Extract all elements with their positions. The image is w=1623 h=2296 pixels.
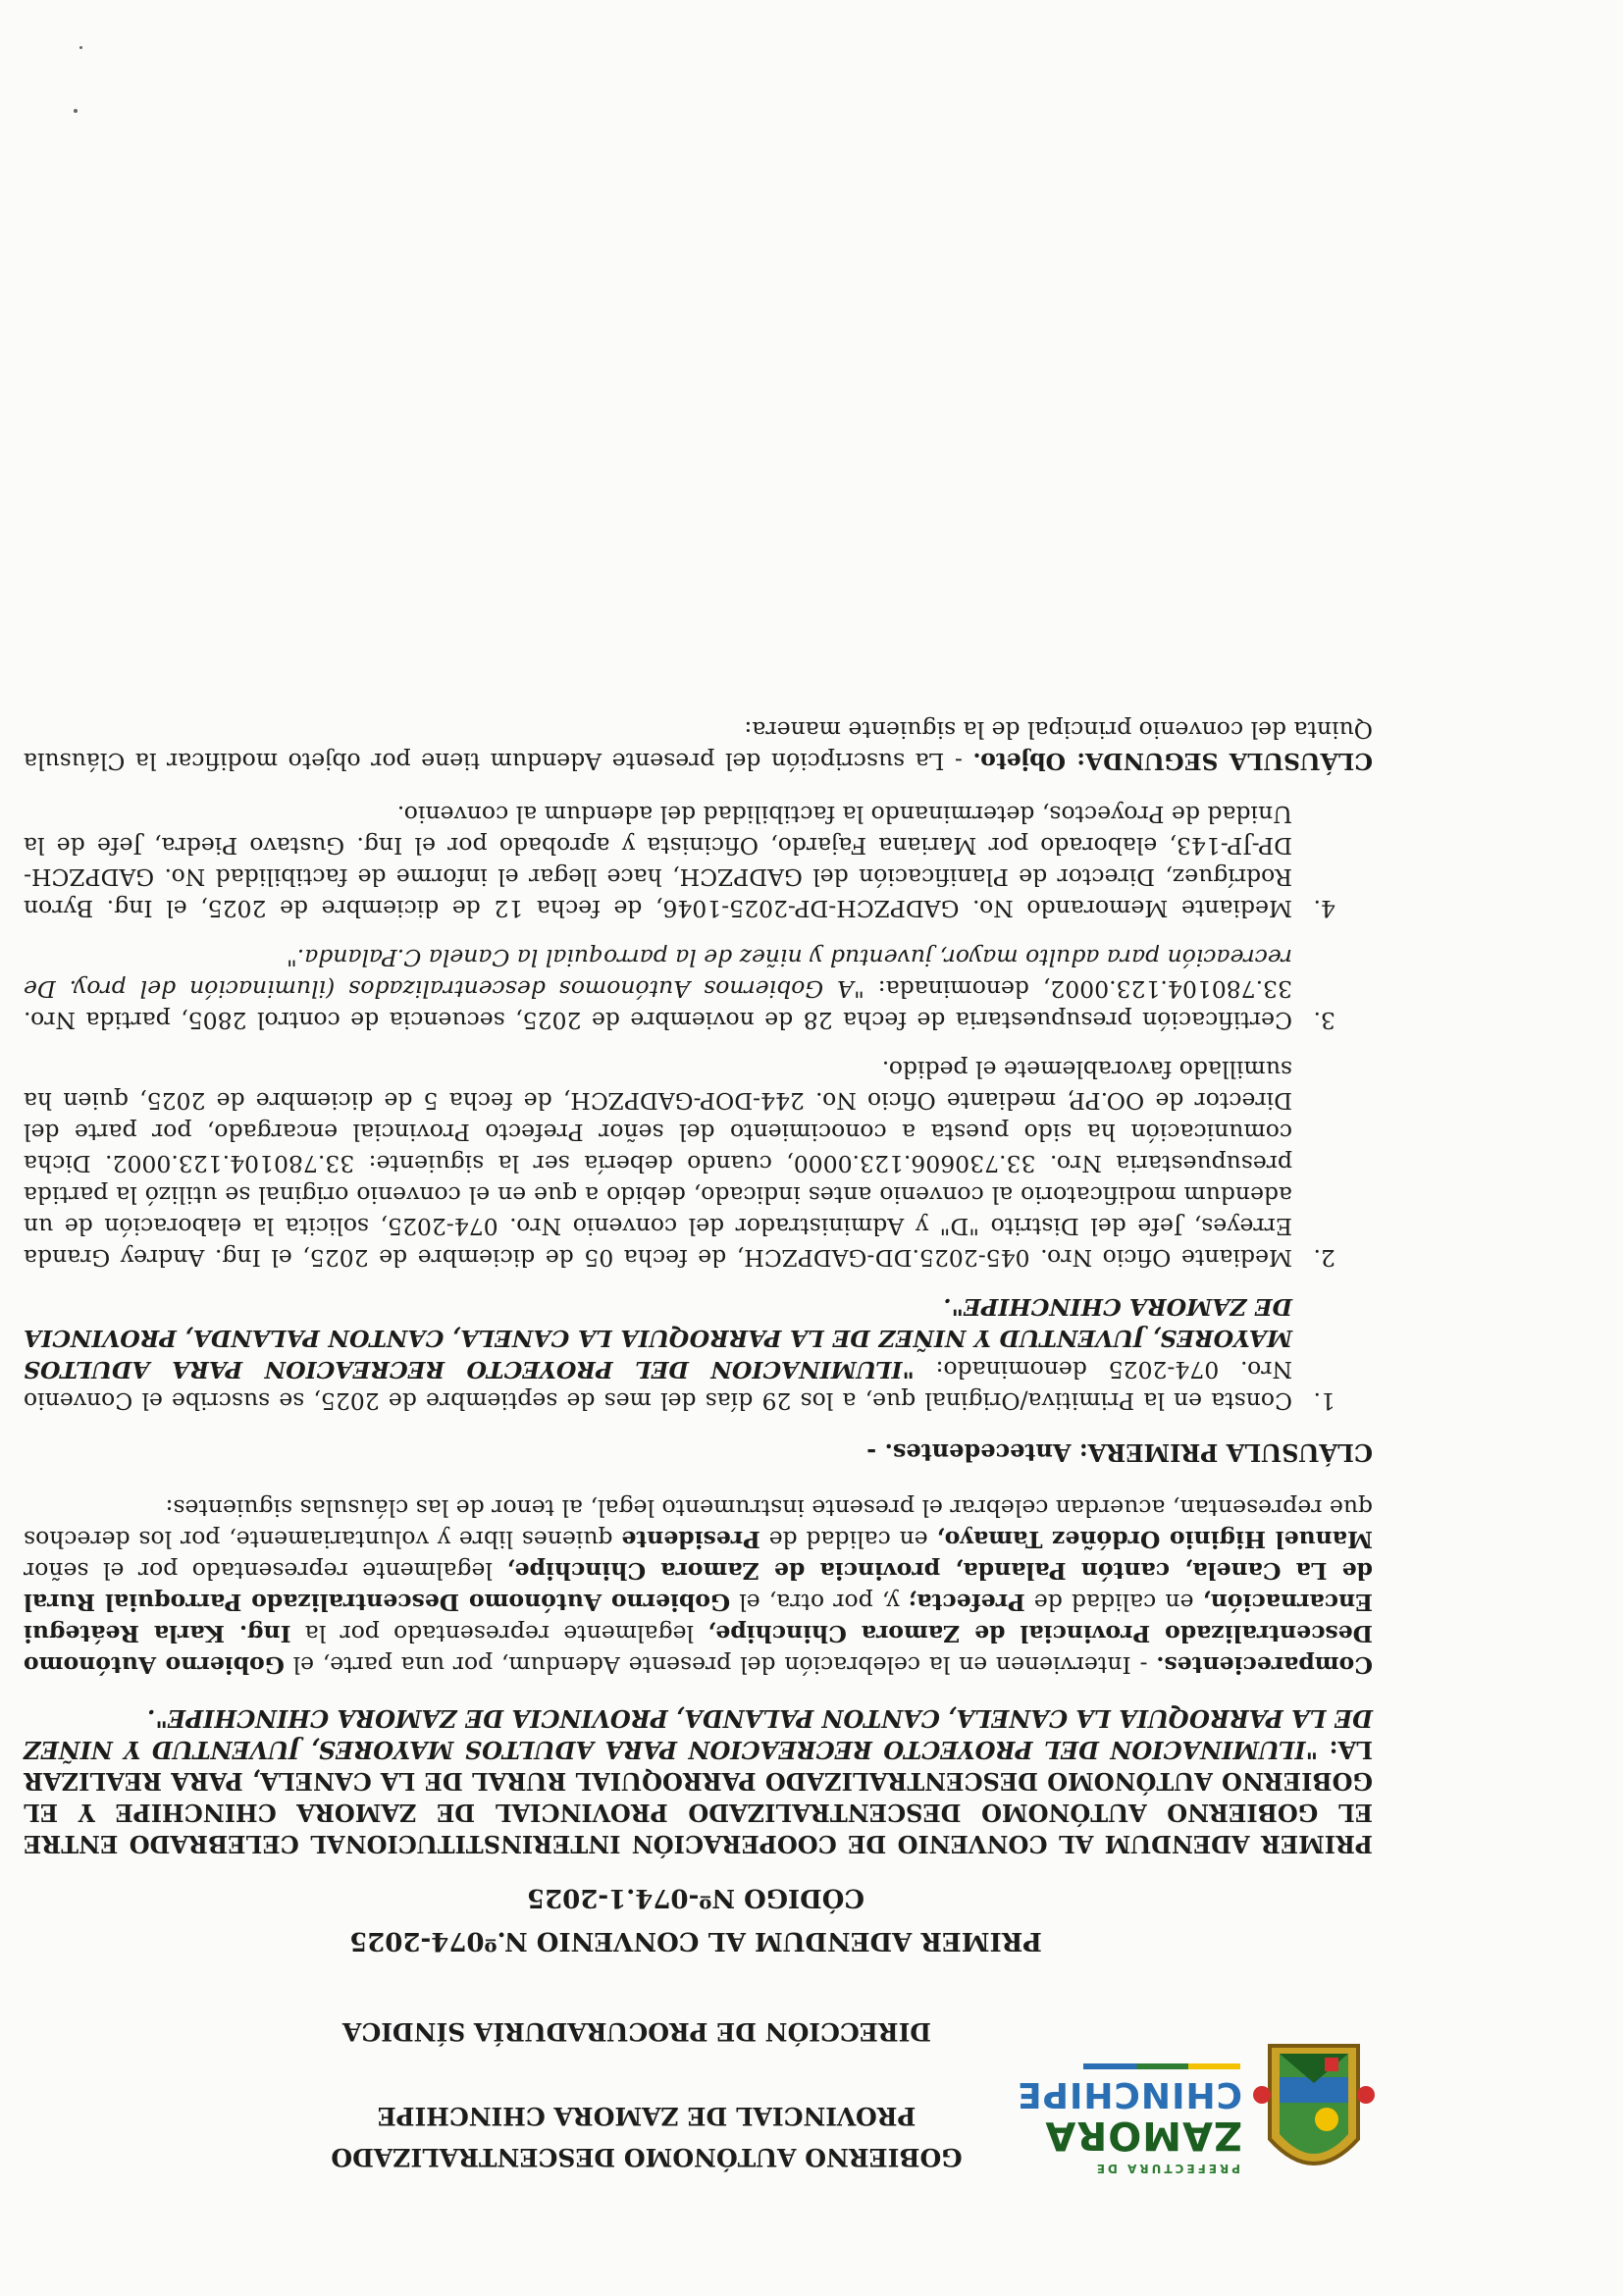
page-content: [9, 54, 1383, 2193]
comparecientes-text-1: - Intervienen en la celebración del presente Adendum, por una parte, el: [284, 1651, 1157, 1679]
comparecientes-text-3: en calidad de: [1024, 1589, 1203, 1616]
party-gad-parroquial: Gobierno Autónomo Descentralizado Parroquial Rural de La Canela, cantón Palanda, provincia de Zamora Chinchipe,: [24, 1557, 1373, 1616]
antecedente-1-text: Consta en la Primitiva/Original que, a los 29 días del mes de septiembre de 2025, se suscribe el Convenio Nro. 074-2025 denominado:: [24, 1356, 1292, 1415]
clause-2-label: CLÁUSULA SEGUNDA: Objeto.: [972, 748, 1373, 775]
scan-speck: [79, 46, 82, 49]
institution-name: [254, 2095, 1039, 2177]
comparecientes-text-7: quienes libre y voluntariamente, por los derechos que representan, acuerdan celebrar el presente instrumento legal, al tenor de las cláusulas siguientes:: [24, 1494, 1373, 1553]
party-gad-provincial: Gobierno Autónomo Descentralizado Provincial de Zamora Chinchipe,: [24, 1620, 1373, 1679]
comparecientes-paragraph: [9, 1492, 1383, 1681]
comparecientes-text-2: legalmente representado por la: [290, 1620, 708, 1647]
prefectura-logo: [1017, 2026, 1378, 2193]
presidente-role: Presidente: [621, 1526, 760, 1553]
clause-2-text: - La suscripción del presente Adendum tiene por objeto modificar la Cláusula Quinta del convenio principal de la siguiente manera:: [23, 716, 1373, 775]
clause-1-title: CLÁUSULA PRIMERA: Antecedentes. -: [866, 1438, 1373, 1467]
provincial-coat-of-arms-icon: [1250, 2031, 1378, 2193]
comparecientes-label: Comparecientes.: [1156, 1651, 1373, 1679]
subject-part-2: "ILUMINACION DEL PROYECTO RECREACION PARA ADULTOS MAYORES, JUVENTUD Y NIÑEZ DE LA PARROQUIA LA CANELA, CANTON PALANDA, PROVINCIA DE ZAMORA CHINCHIPE".: [24, 1704, 1373, 1764]
comparecientes-text-5: legalmente representado por el señor: [24, 1557, 507, 1585]
document-subject: [9, 1702, 1383, 1859]
letterhead: [9, 2007, 1383, 2193]
department-name: DIRECCIÓN DE PROCURADURÍA SÍNDICA: [342, 2017, 932, 2046]
clause-2-paragraph: [9, 714, 1383, 777]
antecedente-item: [24, 1291, 1306, 1417]
institution-line-1: GOBIERNO AUTÓNOMO DESCENTRALIZADO: [331, 2143, 963, 2171]
antecedente-1-project: "ILUMINACION DEL PROYECTO RECREACION PARA ADULTOS MAYORES, JUVENTUD Y NIÑEZ DE LA PARROQUIA LA CANELA, CANTON PALANDA, PROVINCIA DE ZAMORA CHINCHIPE".: [24, 1293, 1292, 1383]
comparecientes-text-6: en calidad de: [759, 1526, 937, 1553]
antecedente-3-partida-name: "A Gobiernos Autónomos descentralizados (iluminación del proy. De recreación para adulto mayor, juventud y niñez de la parroquial la Canela C.Palanda.": [24, 944, 1292, 1003]
logo-word-chinchipe: CHINCHIPE: [1017, 2074, 1242, 2114]
logo-small-text: PREFECTURA DE: [1093, 2162, 1240, 2175]
document-code: CÓDIGO Nº-074.1-2025: [526, 1883, 865, 1912]
antecedente-3-text: Certificación presupuestaria de fecha 28 de noviembre de 2025, secuencia de control 2805, partida Nro. 33.780104.123.0002, denominada:: [24, 975, 1292, 1034]
antecedentes-list: [9, 799, 1383, 1417]
logo-word-zamora: ZAMORA: [1044, 2113, 1242, 2158]
antecedente-item: 4. Mediante Memorando No. GADPZCH-DP-2025-1046, de fecha 12 de diciembre de 2025, el Ing. Byron Rodríguez, Director de Planificación del GADPZCH, hace llegar el informe de factibilidad No. GADPZCH-DP-JP-143, elaborado por Mariana Fajardo, Oficinista y aprobado por el Ing. Gustavo Piedra, Jefe de la Unidad de Proyectos, determinando la factibilidad del adendum al convenio.: [24, 799, 1306, 924]
subject-part-1: PRIMER ADENDUM AL CONVENIO DE COOPERACIÓN INTERINSTITUCIONAL CELEBRADO ENTRE EL GOBIERNO AUTÓNOMO DESCENTRALIZADO PROVINCIAL DE ZAMORA CHINCHIPE Y EL GOBIERNO AUTÓNOMO DESCENTRALIZADO PARROQUIAL RURAL DE LA CANELA, PARA REALIZAR LA:: [24, 1736, 1373, 1858]
scan-speck: [74, 109, 78, 113]
prefecta-role: Prefecta;: [908, 1589, 1025, 1616]
logo-color-bar: [1083, 2063, 1240, 2069]
institution-line-2: PROVINCIAL DE ZAMORA CHINCHIPE: [377, 2102, 916, 2130]
comparecientes-text-4: y, por otra, el: [730, 1589, 909, 1616]
presidente-name: Manuel Higinio Ordóñez Tamayo,: [936, 1526, 1373, 1553]
antecedente-item: 2. Mediante Oficio Nro. 045-2025.DD-GADPZCH, de fecha 05 de diciembre de 2025, el Ing. Andrey Granda Erreyes, Jefe del Distrito "D" y Administrador del convenio Nro. 074-2025, solicita la elaboración de un adendum modificatorio al convenio antes indicado, debido a que en el convenio original se utilizó la partida presupuestaria Nro. 33.730606.123.0000, cuando debería ser la siguiente: 33.780104.123.0002. Dicha comunicación ha sido puesta a conocimiento del señor Prefecto Provincial encargado, por parte del Director de OO.PP, mediante Oficio No. 244-DOP-GADPZCH, de fecha 5 de diciembre de 2025, quien ha sumillado favorablemete el pedido.: [24, 1054, 1306, 1274]
document-title: PRIMER ADENDUM AL CONVENIO N.º074-2025: [349, 1926, 1042, 1956]
antecedente-item: [24, 942, 1306, 1036]
prefecta-name: Ing. Karla Reátegui Encarnación,: [24, 1589, 1373, 1647]
